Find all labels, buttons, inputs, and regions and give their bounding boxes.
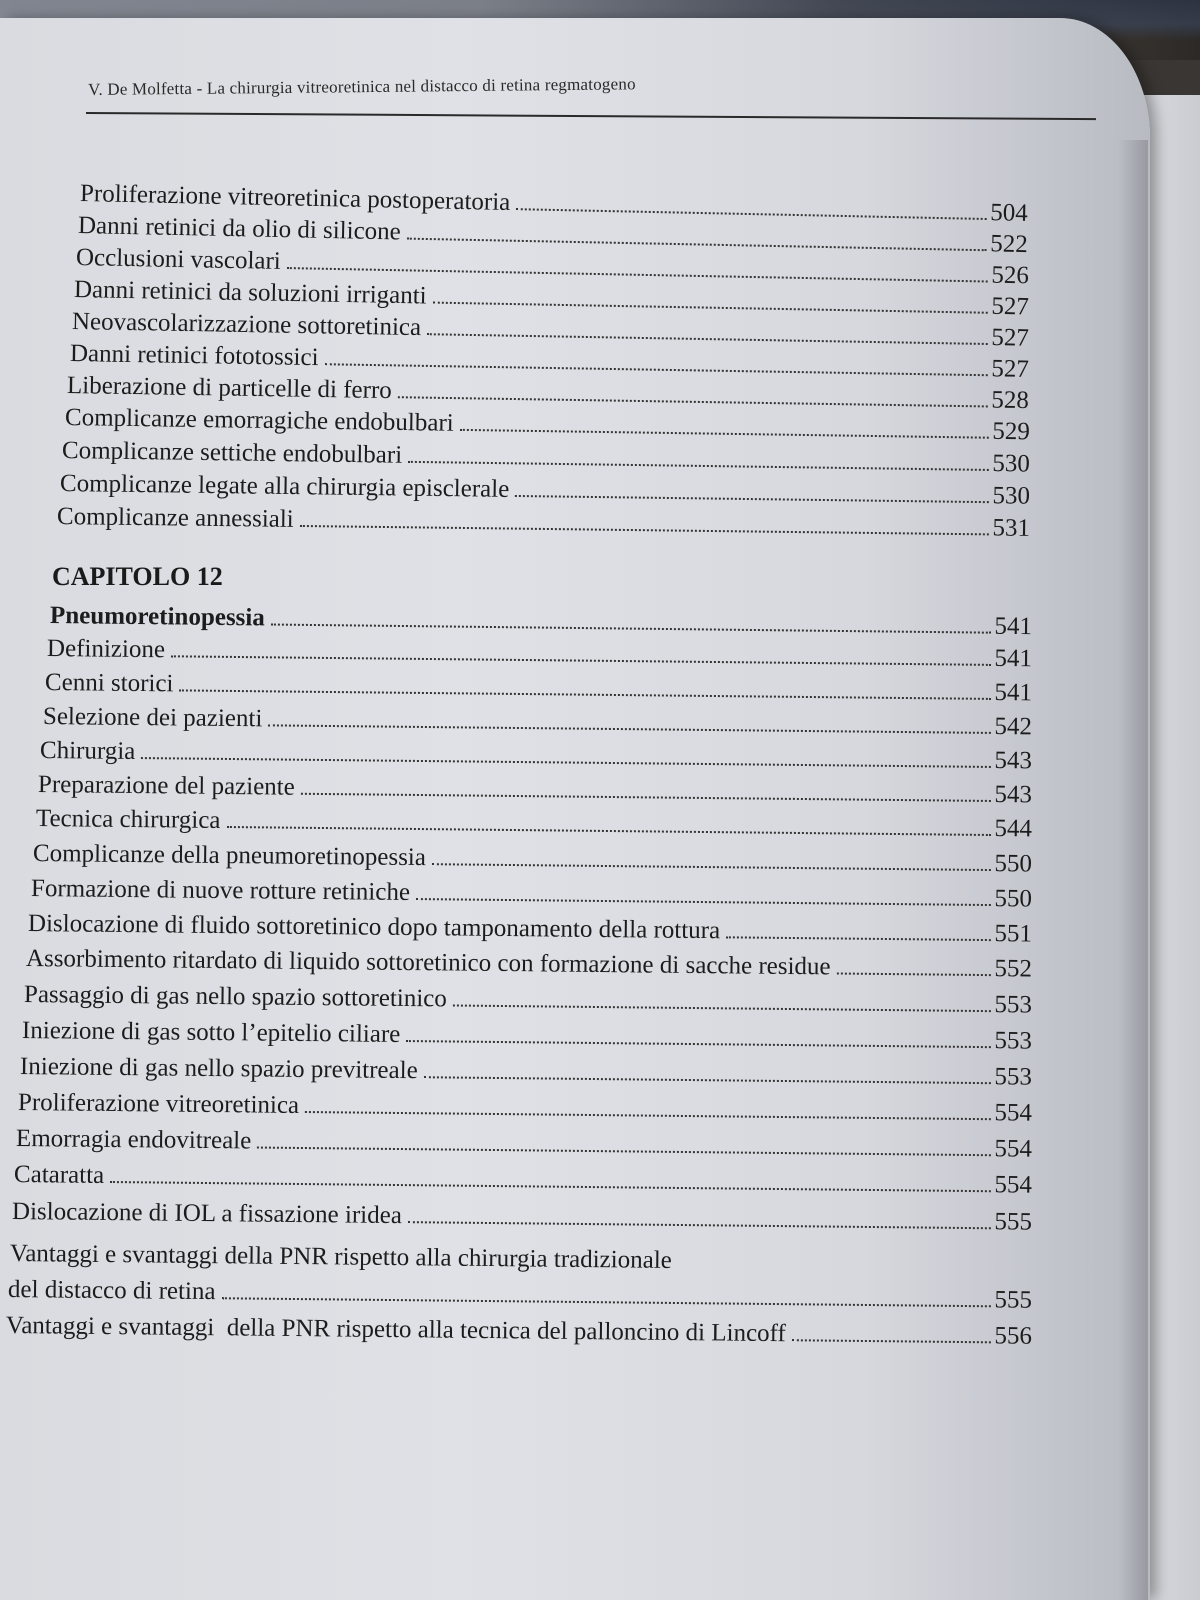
dot-leader <box>271 624 991 634</box>
toc-entry-page: 553 <box>994 1027 1033 1055</box>
toc-entry-page: 527 <box>991 324 1030 352</box>
dot-leader <box>179 689 990 699</box>
toc-entry <box>28 910 1032 949</box>
dot-leader <box>406 1040 990 1048</box>
dot-leader <box>453 1004 991 1012</box>
toc-entry-page: 531 <box>992 514 1031 542</box>
toc-entry-title: Formazione di nuove rotture retiniche <box>30 875 411 906</box>
toc-entry-title: Iniezione di gas nello spazio previtreale <box>19 1053 418 1085</box>
dot-leader <box>226 826 990 836</box>
dot-leader <box>408 1221 991 1229</box>
toc-entry-page: 527 <box>991 355 1030 383</box>
dot-leader <box>110 1181 990 1192</box>
toc-entry-title: Preparazione del paziente <box>37 771 295 801</box>
dot-leader <box>516 208 986 220</box>
toc-entry <box>18 1089 1032 1128</box>
toc-entry-page: 529 <box>992 417 1031 446</box>
toc-entry <box>40 737 1032 775</box>
toc-entry <box>8 1276 1032 1315</box>
toc-entry-page: 541 <box>994 678 1033 707</box>
dot-leader <box>305 1111 990 1120</box>
toc-entry-page: 555 <box>994 1208 1033 1236</box>
dot-leader <box>268 724 990 734</box>
toc-entry-title: Proliferazione vitreoretinica postoperatoria <box>79 180 511 217</box>
toc-entry-page: 554 <box>994 1099 1033 1127</box>
toc-entry <box>57 503 1030 543</box>
toc-entry <box>43 703 1032 741</box>
toc-entry-page: 542 <box>994 712 1033 741</box>
toc-entry-title: Selezione dei pazienti <box>42 703 263 733</box>
toc-entry <box>36 805 1032 843</box>
dot-leader <box>407 238 987 252</box>
dot-leader <box>427 333 987 345</box>
dot-leader <box>287 267 988 282</box>
toc-entry-title: Vantaggi e svantaggi della PNR rispetto alla tecnica del palloncino di Lincoff <box>5 1312 786 1348</box>
toc-entry-title: Assorbimento ritardato di liquido sottoretinico con formazione di sacche residue <box>25 945 831 981</box>
toc-entry-title: Complicanze della pneumoretinopessia <box>32 840 427 872</box>
toc-entry-page: 543 <box>994 746 1033 775</box>
dot-leader <box>460 429 989 439</box>
dot-leader <box>171 655 990 666</box>
toc-entry-page: 552 <box>994 955 1033 983</box>
dot-leader <box>221 1297 990 1307</box>
toc-entry-page: 554 <box>994 1171 1033 1199</box>
toc-entry-page: 556 <box>994 1322 1033 1350</box>
dot-leader <box>398 396 988 407</box>
toc-entry-page: 541 <box>994 644 1033 673</box>
toc-entry-title: Emorragia endovitreale <box>15 1125 252 1155</box>
toc-entry-title: Complicanze emorragiche endobulbari <box>64 404 454 437</box>
toc-entry-title: Complicanze legate alla chirurgia episclerale <box>59 470 510 503</box>
toc-entry-page: 522 <box>990 230 1029 259</box>
toc-entry-title: Passaggio di gas nello spazio sottoretinico <box>23 981 447 1013</box>
toc-entry-title: Iniezione di gas sotto l’epitelio ciliare <box>21 1017 401 1048</box>
toc-entry-title: Neovascolarizzazione sottoretinica <box>71 308 422 342</box>
toc-entry <box>38 771 1032 809</box>
dot-leader <box>141 757 990 768</box>
toc-entry-title: Tecnica chirurgica <box>35 805 221 834</box>
toc-entry-title-line1: Vantaggi e svantaggi della PNR rispetto alla chirurgia tradizionale <box>9 1240 672 1274</box>
toc-entry-title: Proliferazione vitreoretinica <box>17 1089 300 1119</box>
dot-leader <box>726 936 990 941</box>
toc-entry-page: 553 <box>994 991 1033 1019</box>
toc-entry-title: Definizione <box>46 635 166 664</box>
toc-entry <box>47 635 1032 673</box>
running-head: V. De Molfetta - La chirurgia vitreoretinica nel distacco di retina regmatogeno <box>88 74 636 99</box>
toc-entry-page: 550 <box>994 850 1033 878</box>
toc-entry-title: Complicanze settiche endobulbari <box>61 437 403 469</box>
toc-entry <box>14 1161 1032 1200</box>
toc-entry <box>20 1053 1032 1092</box>
toc-entry-title: Occlusioni vascolari <box>75 244 282 275</box>
toc-entry-title: Chirurgia <box>39 737 136 765</box>
toc-entry-page: 553 <box>994 1063 1033 1091</box>
toc-entry-page: 528 <box>991 386 1030 415</box>
toc-entry-title: Danni retinici da olio di silicone <box>77 212 402 246</box>
toc-entry <box>45 669 1032 707</box>
toc-entry-page: 541 <box>994 612 1033 641</box>
toc-entry <box>26 945 1032 984</box>
dot-leader <box>408 461 988 471</box>
dot-leader <box>301 793 991 802</box>
toc-entry <box>12 1198 1032 1237</box>
toc-entry-title: Cenni storici <box>44 669 174 698</box>
dot-leader <box>792 1339 991 1343</box>
toc-entry-title: Dislocazione di fluido sottoretinico dopo tamponamento della rottura <box>27 910 721 945</box>
toc-entry <box>31 875 1032 913</box>
toc-entry <box>33 840 1032 878</box>
dot-leader <box>515 495 988 503</box>
toc-entry-page: 530 <box>992 482 1031 510</box>
toc-entry-page: 551 <box>994 920 1033 948</box>
toc-entry-page: 527 <box>991 292 1030 321</box>
toc-entry-title-line2: del distacco di retina <box>7 1276 216 1306</box>
chapter-title-entry <box>50 602 1032 641</box>
dot-leader <box>432 302 987 314</box>
chapter-label: CAPITOLO 12 <box>52 562 223 591</box>
toc-entry-title: Complicanze annessiali <box>56 503 294 533</box>
toc-entry-title: Danni retinici fototossici <box>69 340 319 372</box>
toc-entry-page: 530 <box>992 449 1031 478</box>
toc-entry-page: 550 <box>994 885 1033 913</box>
toc-entry-page: 555 <box>994 1286 1033 1314</box>
toc-entry <box>22 1017 1032 1056</box>
toc-entry-page: 526 <box>991 261 1030 290</box>
toc-entry-title: Liberazione di particelle di ferro <box>66 372 393 405</box>
toc-entry-title: Danni retinici da soluzioni irriganti <box>73 276 427 310</box>
toc-entry <box>6 1312 1032 1351</box>
dot-leader <box>424 1076 991 1084</box>
dot-leader <box>257 1147 990 1157</box>
chapter-title: Pneumoretinopessia <box>49 602 265 632</box>
toc-entry-page: 544 <box>994 815 1033 843</box>
dot-leader <box>432 863 991 871</box>
dot-leader <box>837 972 991 976</box>
dot-leader <box>324 363 987 376</box>
toc-entry-page: 543 <box>994 781 1033 809</box>
toc-entry-title: Cataratta <box>13 1161 105 1189</box>
toc-entry <box>16 1125 1032 1164</box>
toc-entry <box>24 981 1032 1020</box>
dot-leader <box>416 898 990 906</box>
toc-entry-title: Dislocazione di IOL a fissazione iridea <box>11 1198 403 1230</box>
toc-entry-page: 504 <box>990 199 1029 227</box>
dot-leader <box>300 525 989 535</box>
toc-entry-page: 554 <box>994 1135 1033 1163</box>
